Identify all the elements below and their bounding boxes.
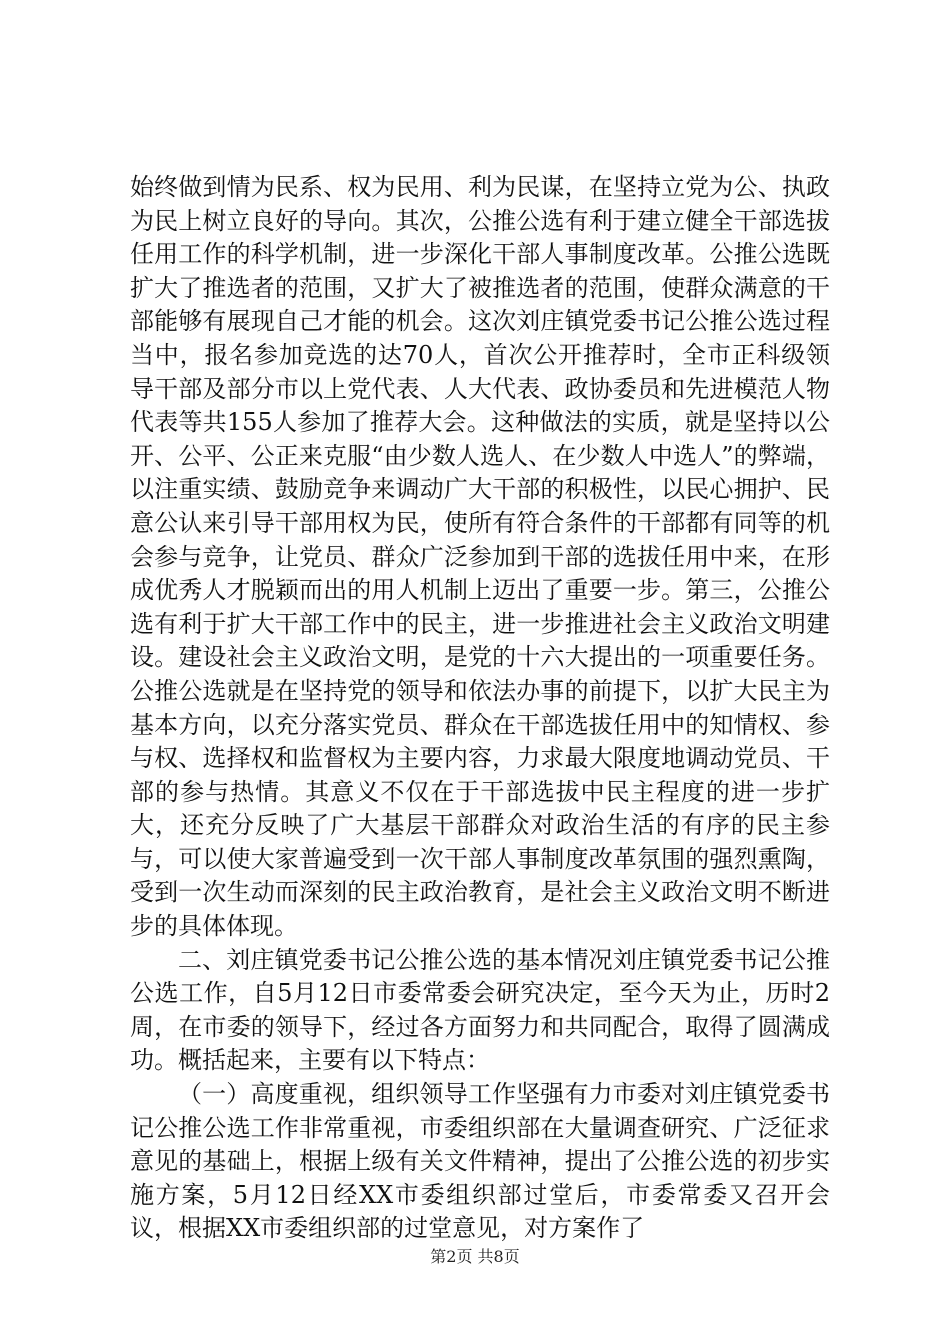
document-body — [130, 171, 830, 1246]
paragraph-continued: 始终做到情为民系、权为民用、利为民谋，在坚持立党为公、执政为民上树立良好的导向。其次，公推公选有利于建立健全干部选拔任用工作的科学机制，进一步深化干部人事制度改革。公推公选既扩大了推选者的范围，又扩大了被推选者的范围，使群众满意的干部能够有展现自己才能的机会。这次刘庄镇党委书记公推公选过程当中，报名参加竞选的达70人，首次公开推荐时，全市正科级领导干部及部分市以上党代表、人大代表、政协委员和先进模范人物代表等共155人参加了推荐大会。这种做法的实质，就是坚持以公开、公平、公正来克服“由少数人选人、在少数人中选人”的弊端，以注重实绩、鼓励竞争来调动广大干部的积极性，以民心拥护、民意公认来引导干部用权为民，使所有符合条件的干部都有同等的机会参与竞争，让党员、群众广泛参加到干部的选拔任用中来，在形成优秀人才脱颖而出的用人机制上迈出了重要一步。第三，公推公选有利于扩大干部工作中的民主，进一步推进社会主义政治文明建设。建设社会主义政治文明，是党的十六大提出的一项重要任务。公推公选就是在坚持党的领导和依法办事的前提下，以扩大民主为基本方向，以充分落实党员、群众在干部选拔任用中的知情权、参与权、选择权和监督权为主要内容，力求最大限度地调动党员、干部的参与热情。其意义不仅在于干部选拔中民主程度的进一步扩大，还充分反映了广大基层干部群众对政治生活的有序的民主参与，可以使大家普遍受到一次干部人事制度改革氛围的强烈熏陶，受到一次生动而深刻的民主政治教育，是社会主义政治文明不断进步的具体体现。 — [130, 173, 830, 941]
page-footer: 第2页 共8页 — [430, 1247, 520, 1266]
paragraph-subsection-one: （一）高度重视，组织领导工作坚强有力市委对刘庄镇党委书记公推公选工作非常重视，市委组织部在大量调查研究、广泛征求意见的基础上，根据上级有关文件精神，提出了公推公选的初步实施方案，5月12日经XX市委组织部过堂后，市委常委又召开会议，根据XX市委组织部的过堂意见，对方案作了 — [130, 1080, 830, 1243]
paragraph-section-two: 二、刘庄镇党委书记公推公选的基本情况刘庄镇党委书记公推公选工作，自5月12日市委常委会研究决定，至今天为止，历时2周，在市委的领导下，经过各方面努力和共同配合，取得了圆满成功。概括起来，主要有以下特点： — [130, 945, 830, 1075]
